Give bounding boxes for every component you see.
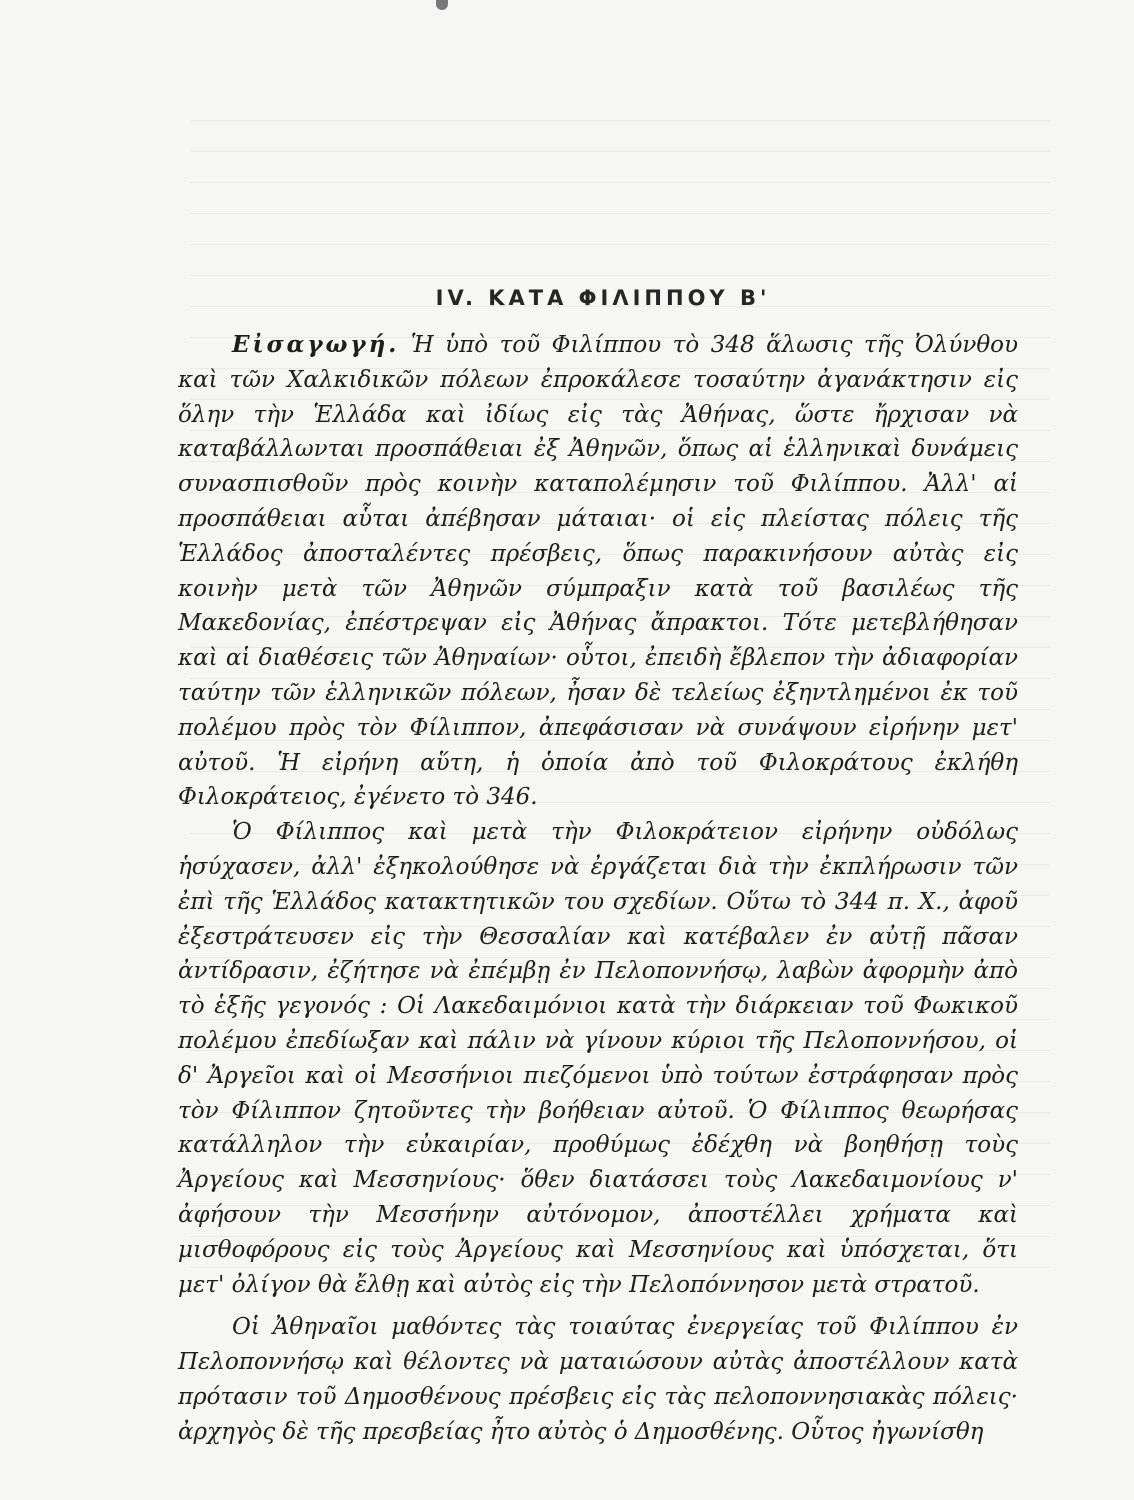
paragraph-3: Οἱ Ἀθηναῖοι μαθόντες τὰς τοιαύτας ἐνεργείας τοῦ Φιλίππου ἐν Πελοποννήσῳ καὶ θέλοντες νὰ ματαιώσουν αὐτὰς ἀποστέλλουν κατὰ πρότασιν τοῦ Δημοσθένους πρέσβεις εἰς τὰς πελοποννησιακὰς πόλεις· ἀρχηγὸς δὲ τῆς πρεσβείας ἦτο αὐτὸς ὁ Δημοσθένης. Οὗτος ἠγωνίσθη: [178, 1314, 1018, 1445]
paragraph-2: Ὁ Φίλιππος καὶ μετὰ τὴν Φιλοκράτειον εἰρήνην οὐδόλως ἡσύχασεν, ἀλλ' ἐξηκολούθησε νὰ ἐργάζεται διὰ τὴν ἐκπλήρωσιν τῶν ἐπὶ τῆς Ἑλλάδος κατακτητικῶν του σχεδίων. Οὕτω τὸ 344 π. Χ., ἀφοῦ ἐξεστράτευσεν εἰς τὴν Θεσσαλίαν καὶ κατέβαλεν ἐν αὐτῇ πᾶσαν ἀντίδρασιν, ἐζήτησε νὰ ἐπέμβῃ ἐν Πελοποννήσῳ, λαβὼν ἀφορμὴν ἀπὸ τὸ ἑξῆς γεγονός : Οἱ Λακεδαιμόνιοι κατὰ τὴν διάρκειαν τοῦ Φωκικοῦ πολέμου ἐπεδίωξαν καὶ πάλιν νὰ γίνουν κύριοι τῆς Πελοποννήσου, οἱ δ' Ἀργεῖοι καὶ οἱ Μεσσήνιοι πιεζόμενοι ὑπὸ τούτων ἐστράφησαν πρὸς τὸν Φίλιππον ζητοῦντες τὴν βοήθειαν αὐτοῦ. Ὁ Φίλιππος θεωρήσας κατάλληλον τὴν εὐκαιρίαν, προθύμως ἐδέχθη νὰ βοηθήσῃ τοὺς Ἀργείους καὶ Μεσσηνίους· ὅθεν διατάσσει τοὺς Λακεδαιμονίους ν' ἀφήσουν τὴν Μεσσήνην αὐτόνομον, ἀποστέλλει χρήματα καὶ μισθοφόρους εἰς τοὺς Ἀργείους καὶ Μεσσηνίους καὶ ὑπόσχεται, ὅτι μετ' ὀλίγον θὰ ἔλθῃ καὶ αὐτὸς εἰς τὴν Πελοπόννησον μετὰ στρατοῦ.: [178, 819, 1018, 1298]
chapter-title: IV. ΚΑΤΑ ΦΙΛΙΠΠΟΥ Β': [435, 286, 771, 311]
paragraph-intro: [178, 328, 1018, 815]
scan-artifact-mark: [436, 0, 448, 10]
body-text: [178, 328, 1018, 1450]
paragraph-1-text: Ἡ ὑπὸ τοῦ Φιλίππου τὸ 348 ἅλωσις τῆς Ὀλύνθου καὶ τῶν Χαλκιδικῶν πόλεων ἐπροκάλεσε τοσαύτην ἀγανάκτησιν εἰς ὅλην τὴν Ἑλλάδα καὶ ἰδίως εἰς τὰς Ἀθήνας, ὥστε ἤρχισαν νὰ καταβάλλωνται προσπάθειαι ἐξ Ἀθηνῶν, ὅπως αἱ ἑλληνικαὶ δυνάμεις συνασπισθοῦν πρὸς κοινὴν καταπολέμησιν τοῦ Φιλίππου. Ἀλλ' αἱ προσπάθειαι αὗται ἀπέβησαν μάταιαι· οἱ εἰς πλείστας πόλεις τῆς Ἑλλάδος ἀποσταλέντες πρέσβεις, ὅπως παρακινήσουν αὐτὰς εἰς κοινὴν μετὰ τῶν Ἀθηνῶν σύμπραξιν κατὰ τοῦ βασιλέως τῆς Μακεδονίας, ἐπέστρεψαν εἰς Ἀθήνας ἄπρακτοι. Τότε μετεβλήθησαν καὶ αἱ διαθέσεις τῶν Ἀθηναίων· οὗτοι, ἐπειδὴ ἔβλεπον τὴν ἀδιαφορίαν ταύτην τῶν ἑλληνικῶν πόλεων, ἦσαν δὲ τελείως ἐξηντλημένοι ἐκ τοῦ πολέμου πρὸς τὸν Φίλιππον, ἀπεφάσισαν νὰ συνάψουν εἰρήνην μετ' αὐτοῦ. Ἡ εἰρήνη αὕτη, ἡ ὁποία ἀπὸ τοῦ Φιλοκράτους ἐκλήθη Φιλοκράτειος, ἐγένετο τὸ 346.: [178, 332, 1019, 811]
intro-label: Εἰσαγωγή.: [232, 331, 400, 358]
